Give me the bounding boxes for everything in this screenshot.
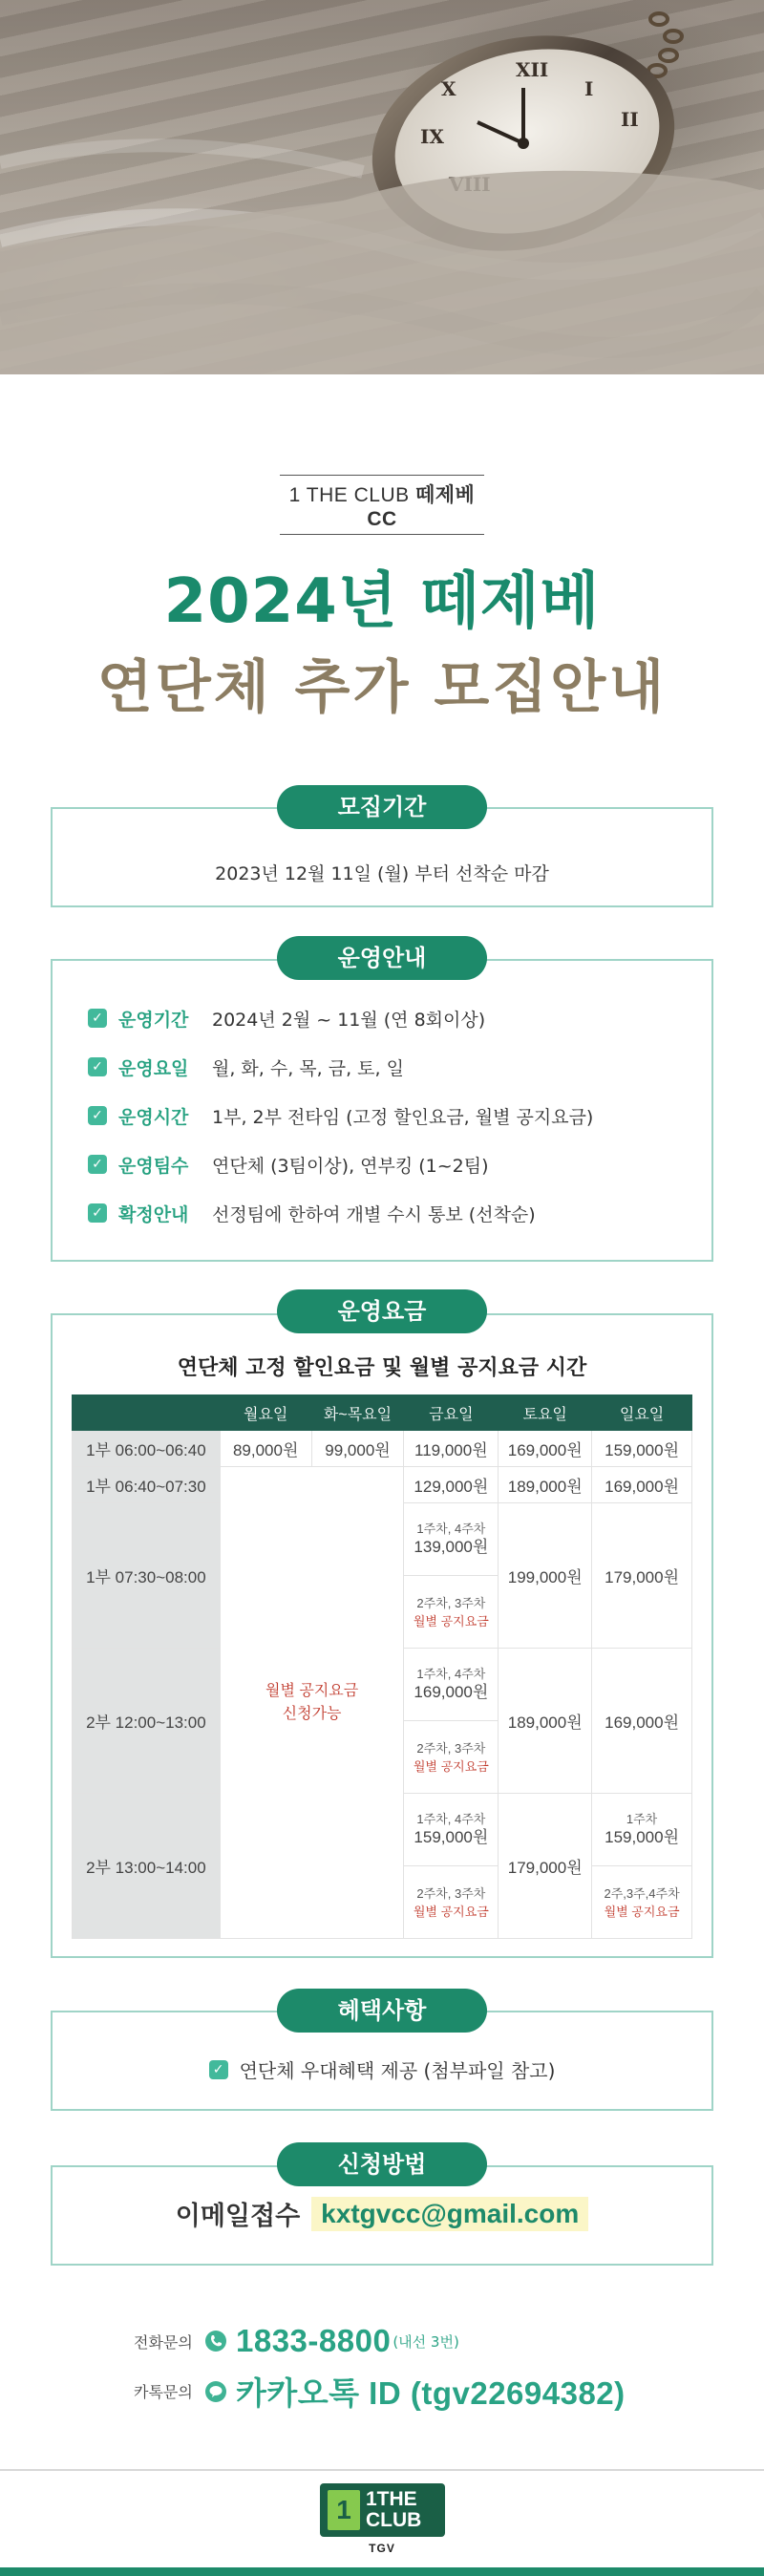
benefit-item: [0, 2055, 764, 2083]
week-label: 2주차, 3주차: [416, 1595, 486, 1610]
price-cell: 179,000원: [592, 1503, 692, 1649]
phone-extension: (내선 3번): [393, 2332, 459, 2351]
time-cell: 1부 06:00~06:40: [73, 1431, 221, 1467]
operation-item-label: 운영시간: [118, 1106, 189, 1128]
table-row: [73, 1431, 692, 1467]
logo-text: [366, 2489, 440, 2531]
brand-name: 떼제베CC: [367, 484, 476, 530]
svg-text:II: II: [621, 108, 639, 131]
footer-bar: [0, 2567, 764, 2576]
week-label: 2주,3주,4주차: [604, 1885, 680, 1901]
benefit-text: 연단체 우대혜택 제공 (첨부파일 참고): [239, 2059, 556, 2082]
week-label: 1주차, 4주차: [416, 1812, 486, 1826]
kakao-id[interactable]: 카카오톡 ID (tgv22694382): [236, 2375, 626, 2411]
operation-item: [88, 1151, 489, 1178]
phone-number[interactable]: 1833-8800: [236, 2323, 392, 2358]
apply-heading: 신청방법: [277, 2142, 487, 2186]
price-cell: 189,000원: [499, 1467, 592, 1503]
merged-note-line1: 월별 공지요금: [265, 1682, 359, 1699]
price-value: 139,000원: [414, 1538, 489, 1556]
logo-subtitle: TGV: [369, 2542, 395, 2555]
merged-note-cell: [220, 1467, 404, 1939]
price-cell: [404, 1866, 499, 1939]
price-cell: [404, 1503, 499, 1576]
price-cell: [592, 1866, 692, 1939]
time-cell: 2부 12:00~13:00: [73, 1649, 221, 1794]
price-cell: 189,000원: [499, 1649, 592, 1794]
price-cell: 169,000원: [592, 1467, 692, 1503]
phone-label: 전화문의: [134, 2332, 193, 2352]
fees-caption: 연단체 고정 할인요금 및 월별 공지요금 시간: [177, 1356, 587, 1380]
week-label: 1주차: [626, 1812, 658, 1826]
check-icon: ✓: [88, 1057, 107, 1076]
week-label: 1주차, 4주차: [416, 1667, 486, 1681]
column-header: 일요일: [592, 1395, 692, 1431]
kakao-contact: [134, 2369, 626, 2414]
monthly-note: 월별 공지요금: [413, 1613, 489, 1629]
svg-text:X: X: [441, 77, 456, 100]
brand-prefix: 1 THE CLUB: [288, 484, 410, 506]
price-cell: [404, 1721, 499, 1794]
operation-item: [88, 1102, 593, 1129]
operation-item: [88, 1200, 536, 1226]
phone-contact: [134, 2323, 459, 2359]
price-cell: [404, 1794, 499, 1866]
main-title-line1: 2024년 떼제베: [163, 566, 601, 637]
column-header: 금요일: [404, 1395, 499, 1431]
week-label: 1주차, 4주차: [416, 1522, 486, 1536]
check-icon: ✓: [88, 1203, 107, 1223]
price-cell: 159,000원: [592, 1431, 692, 1467]
svg-text:I: I: [584, 77, 594, 100]
time-cell: 1부 07:30~08:00: [73, 1503, 221, 1649]
monthly-note: 월별 공지요금: [413, 1904, 489, 1919]
kakao-label: 카톡문의: [134, 2383, 193, 2401]
hero-image: [0, 0, 764, 374]
logo-line1: 1THE: [366, 2488, 417, 2510]
operation-item-value: 1부, 2부 전타임 (고정 할인요금, 월별 공지요금): [212, 1106, 594, 1128]
price-cell: 89,000원: [220, 1431, 311, 1467]
price-cell: 169,000원: [592, 1649, 692, 1794]
column-header: 토요일: [499, 1395, 592, 1431]
apply-method: [0, 2195, 764, 2232]
column-header: 월요일: [220, 1395, 311, 1431]
fees-heading: 운영요금: [277, 1289, 487, 1333]
operation-item-label: 운영팀수: [118, 1155, 189, 1177]
check-icon: ✓: [88, 1106, 107, 1125]
price-cell: 99,000원: [311, 1431, 404, 1467]
operation-item-label: 운영요일: [118, 1057, 189, 1079]
main-title-line2: 연단체 추가 모집안내: [96, 654, 668, 721]
table-row: [73, 1467, 692, 1503]
check-icon: ✓: [88, 1155, 107, 1174]
brand-label: [280, 475, 484, 535]
monthly-note: 월별 공지요금: [413, 1758, 489, 1774]
price-cell: 119,000원: [404, 1431, 499, 1467]
price-value: 159,000원: [414, 1828, 489, 1846]
price-cell: 169,000원: [499, 1431, 592, 1467]
operation-item: [88, 1005, 485, 1032]
monthly-note: 월별 공지요금: [604, 1904, 680, 1919]
column-header: 화~목요일: [311, 1395, 404, 1431]
operation-item-value: 월, 화, 수, 목, 금, 토, 일: [212, 1057, 404, 1079]
time-cell: 1부 06:40~07:30: [73, 1467, 221, 1503]
week-label: 2주차, 3주차: [416, 1885, 486, 1901]
price-cell: 129,000원: [404, 1467, 499, 1503]
footer-divider: [0, 2469, 764, 2471]
apply-label: 이메일접수: [175, 2202, 301, 2231]
benefit-heading: 혜택사항: [277, 1989, 487, 2033]
check-icon: ✓: [209, 2060, 228, 2079]
operation-item: [88, 1054, 404, 1080]
price-value: 169,000원: [414, 1683, 489, 1701]
svg-text:IX: IX: [420, 125, 444, 148]
pocket-watch-illustration: [0, 0, 764, 374]
recruit-period-heading: 모집기간: [277, 785, 487, 829]
price-cell: [404, 1649, 499, 1721]
price-cell: 179,000원: [499, 1794, 592, 1939]
logo-mark: 1: [328, 2490, 360, 2530]
operation-item-label: 운영기간: [118, 1009, 189, 1031]
operation-item-value: 연단체 (3팀이상), 연부킹 (1~2팀): [212, 1155, 489, 1177]
recruit-period-text: 2023년 12월 11일 (월) 부터 선착순 마감: [215, 863, 549, 884]
price-cell: [592, 1794, 692, 1866]
price-value: 159,000원: [605, 1828, 679, 1846]
fees-table: [72, 1394, 692, 1939]
week-label: 2주차, 3주차: [416, 1740, 486, 1756]
apply-email-link[interactable]: kxtgvcc@gmail.com: [311, 2197, 588, 2231]
check-icon: ✓: [88, 1009, 107, 1028]
operation-item-label: 확정안내: [118, 1203, 189, 1225]
operation-item-value: 2024년 2월 ~ 11월 (연 8회이상): [212, 1009, 486, 1031]
merged-note-line2: 신청가능: [282, 1705, 342, 1722]
time-cell: 2부 13:00~14:00: [73, 1794, 221, 1939]
table-header-row: [73, 1395, 692, 1431]
column-header: [73, 1395, 221, 1431]
club-logo: [320, 2483, 445, 2537]
operation-item-value: 선정팀에 한하여 개별 수시 통보 (선착순): [212, 1203, 536, 1225]
price-cell: [404, 1576, 499, 1649]
chat-bubble-icon: [205, 2381, 226, 2402]
logo-line2: CLUB: [366, 2509, 422, 2531]
price-cell: 199,000원: [499, 1503, 592, 1649]
operation-heading: 운영안내: [277, 936, 487, 980]
svg-text:XII: XII: [516, 58, 549, 81]
phone-icon: [205, 2331, 226, 2352]
